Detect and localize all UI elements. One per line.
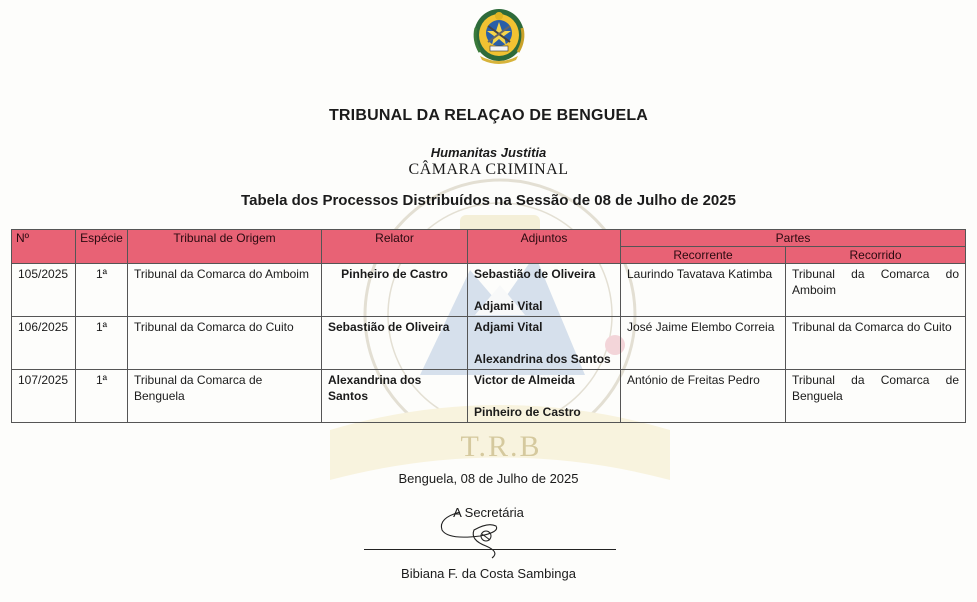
cell-number: 107/2025 xyxy=(12,370,76,423)
cell-number: 106/2025 xyxy=(12,317,76,370)
assistant-2: Adjami Vital xyxy=(474,299,543,313)
court-name: TRIBUNAL DA RELAÇAO DE BENGUELA xyxy=(328,107,649,124)
col-parties: Partes xyxy=(621,230,966,247)
cell-assistants xyxy=(468,370,621,423)
signatory-role: A Secretária xyxy=(453,505,524,520)
cell-origin: Tribunal da Comarca do Cuito xyxy=(128,317,322,370)
signature-line xyxy=(364,549,616,550)
assistant-1: Victor de Almeida xyxy=(474,373,575,387)
cell-number: 105/2025 xyxy=(12,264,76,317)
assistant-1: Adjami Vital xyxy=(474,320,543,334)
assistant-2: Alexandrina dos Santos xyxy=(474,352,611,366)
col-respondent: Recorrido xyxy=(786,247,966,264)
table-row xyxy=(12,370,966,423)
cell-origin: Tribunal da Comarca do Amboim xyxy=(128,264,322,317)
cell-rapporteur: Alexandrina dos Santos xyxy=(322,370,468,423)
col-number: Nº xyxy=(12,230,76,264)
cell-respondent: Tribunal da Comarca do Amboim xyxy=(786,264,966,317)
table-row xyxy=(12,317,966,370)
cell-respondent: Tribunal da Comarca do Cuito xyxy=(786,317,966,370)
coat-of-arms-icon xyxy=(470,6,528,68)
cell-assistants xyxy=(468,264,621,317)
cell-respondent: Tribunal da Comarca de Benguela xyxy=(786,370,966,423)
cell-appellant: José Jaime Elembo Correia xyxy=(621,317,786,370)
chamber-name: CÂMARA CRIMINAL xyxy=(408,161,569,178)
table-row xyxy=(12,264,966,317)
cell-species: 1ª xyxy=(76,370,128,423)
cell-appellant: Laurindo Tavatava Katimba xyxy=(621,264,786,317)
signatory-name: Bibiana F. da Costa Sambinga xyxy=(401,566,576,581)
col-rapporteur: Relator xyxy=(322,230,468,264)
cell-rapporteur: Sebastião de Oliveira xyxy=(322,317,468,370)
table-title: Tabela dos Processos Distribuídos na Sessão de 08 de Julho de 2025 xyxy=(241,192,736,209)
cell-species: 1ª xyxy=(76,317,128,370)
col-assistants: Adjuntos xyxy=(468,230,621,264)
signature-mark xyxy=(430,500,520,560)
cell-rapporteur: Pinheiro de Castro xyxy=(322,264,468,317)
cell-origin: Tribunal da Comarca de Benguela xyxy=(128,370,322,423)
court-motto: Humanitas Justitia xyxy=(430,145,547,160)
col-appellant: Recorrente xyxy=(621,247,786,264)
assistant-1: Sebastião de Oliveira xyxy=(474,267,596,281)
processes-table xyxy=(11,229,966,423)
col-origin: Tribunal de Origem xyxy=(128,230,322,264)
assistant-2: Pinheiro de Castro xyxy=(474,405,581,419)
col-species: Espécie xyxy=(76,230,128,264)
cell-assistants xyxy=(468,317,621,370)
table-header-row xyxy=(12,230,966,247)
place-date: Benguela, 08 de Julho de 2025 xyxy=(398,471,579,486)
watermark-text: T.R.B xyxy=(460,430,542,463)
cell-species: 1ª xyxy=(76,264,128,317)
cell-appellant: António de Freitas Pedro xyxy=(621,370,786,423)
